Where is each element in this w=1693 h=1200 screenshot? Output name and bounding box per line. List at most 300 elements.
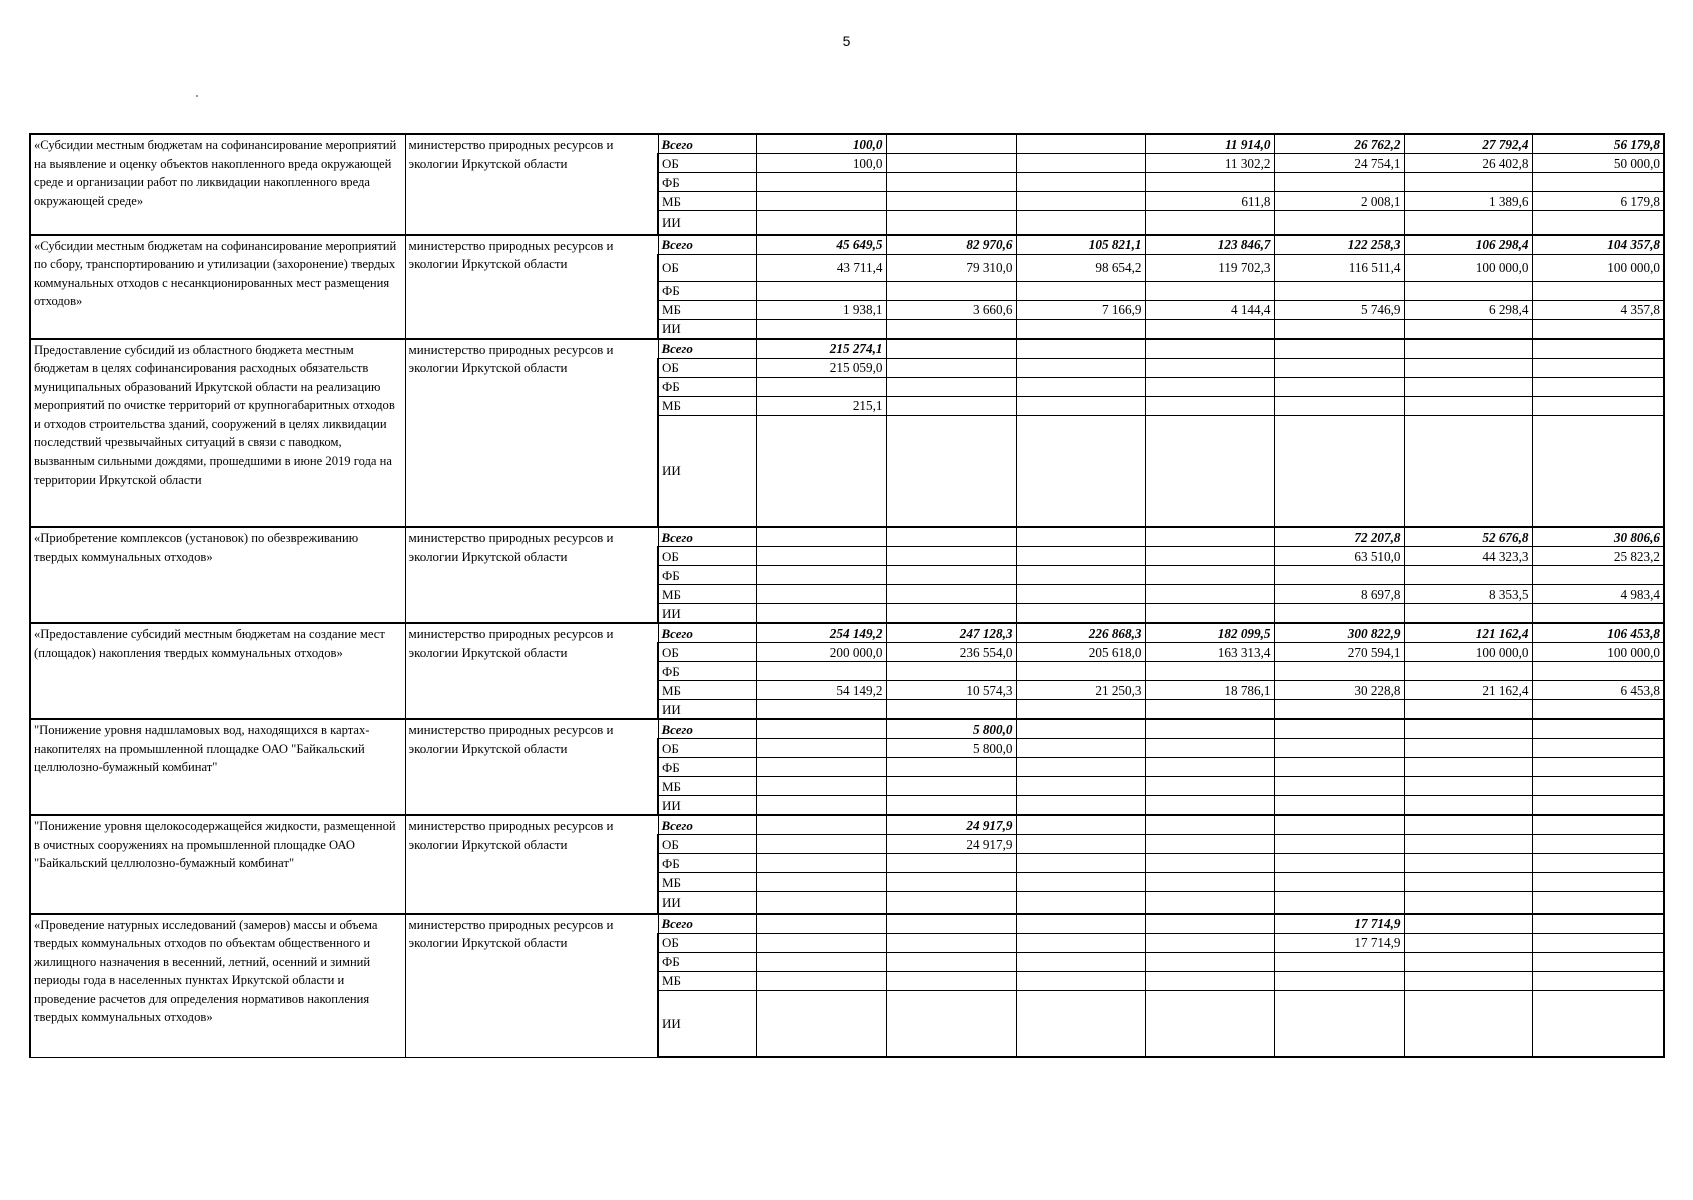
amount-cell: [756, 971, 886, 990]
amount-cell: [1145, 892, 1274, 914]
responsible-organization: министерство природных ресурсов и экологии Иркутской области: [405, 623, 658, 719]
amount-cell: [756, 319, 886, 339]
amount-cell: 24 917,9: [886, 815, 1016, 835]
amount-cell: 4 144,4: [1145, 300, 1274, 319]
amount-cell: 7 166,9: [1016, 300, 1145, 319]
measure-description: «Проведение натурных исследований (замеров) массы и объема твердых коммунальных отходов по объектам общественного и жилищного назначения в весенний, летний, осенний и зимний периоды года в населенных пунктах Иркутской области и проведение расчетов для определения нормативов накопления твердых коммунальных отходов»: [30, 914, 405, 1058]
amount-cell: [1016, 585, 1145, 604]
amount-cell: [1404, 796, 1532, 816]
scan-speck: [196, 95, 198, 97]
amount-cell: [1404, 281, 1532, 300]
amount-cell: 5 800,0: [886, 739, 1016, 758]
amount-cell: [1016, 134, 1145, 154]
amount-cell: [886, 566, 1016, 585]
amount-cell: [1016, 892, 1145, 914]
amount-cell: 17 714,9: [1274, 914, 1404, 934]
amount-cell: [756, 173, 886, 192]
amount-cell: [1145, 835, 1274, 854]
amount-cell: [1274, 211, 1404, 235]
amount-cell: [1145, 952, 1274, 971]
amount-cell: [1274, 892, 1404, 914]
amount-cell: [756, 719, 886, 739]
amount-cell: [886, 933, 1016, 952]
amount-cell: [1274, 415, 1404, 527]
funding-source-label: ИИ: [658, 700, 756, 720]
funding-source-label: ИИ: [658, 319, 756, 339]
funding-source-label: ИИ: [658, 211, 756, 235]
amount-cell: [1404, 662, 1532, 681]
amount-cell: [1532, 719, 1664, 739]
amount-cell: 100,0: [756, 134, 886, 154]
amount-cell: [886, 777, 1016, 796]
amount-cell: [1016, 719, 1145, 739]
amount-cell: 44 323,3: [1404, 547, 1532, 566]
amount-cell: 254 149,2: [756, 623, 886, 643]
amount-cell: [756, 873, 886, 892]
amount-cell: [1404, 173, 1532, 192]
amount-cell: 25 823,2: [1532, 547, 1664, 566]
amount-cell: [886, 796, 1016, 816]
amount-cell: 6 179,8: [1532, 192, 1664, 211]
amount-cell: 5 800,0: [886, 719, 1016, 739]
amount-cell: [1404, 952, 1532, 971]
funding-source-label: ОБ: [658, 835, 756, 854]
amount-cell: [1274, 815, 1404, 835]
table-row-total: [30, 134, 1664, 154]
amount-cell: [1145, 527, 1274, 547]
amount-cell: [1016, 211, 1145, 235]
amount-cell: 45 649,5: [756, 235, 886, 255]
amount-cell: 72 207,8: [1274, 527, 1404, 547]
amount-cell: 4 983,4: [1532, 585, 1664, 604]
amount-cell: 6 453,8: [1532, 681, 1664, 700]
amount-cell: 116 511,4: [1274, 254, 1404, 281]
amount-cell: [1274, 358, 1404, 377]
amount-cell: [1274, 339, 1404, 359]
amount-cell: [1145, 566, 1274, 585]
table-row-total: [30, 815, 1664, 835]
amount-cell: 106 298,4: [1404, 235, 1532, 255]
amount-cell: [1532, 758, 1664, 777]
amount-cell: [1404, 873, 1532, 892]
amount-cell: [1016, 796, 1145, 816]
amount-cell: [1016, 662, 1145, 681]
amount-cell: [756, 192, 886, 211]
amount-cell: [1145, 173, 1274, 192]
amount-cell: [1532, 854, 1664, 873]
measure-description: «Приобретение комплексов (установок) по обезвреживанию твердых коммунальных отходов»: [30, 527, 405, 623]
amount-cell: [886, 396, 1016, 415]
amount-cell: [886, 211, 1016, 235]
amount-cell: [1404, 815, 1532, 835]
amount-cell: [1532, 990, 1664, 1057]
amount-cell: 1 389,6: [1404, 192, 1532, 211]
amount-cell: [1404, 971, 1532, 990]
amount-cell: [1274, 777, 1404, 796]
amount-cell: [1016, 952, 1145, 971]
amount-cell: [756, 547, 886, 566]
amount-cell: 100,0: [756, 154, 886, 173]
amount-cell: [756, 914, 886, 934]
amount-cell: [756, 835, 886, 854]
amount-cell: [1404, 719, 1532, 739]
funding-source-label: ОБ: [658, 547, 756, 566]
amount-cell: [1404, 892, 1532, 914]
amount-cell: [756, 854, 886, 873]
amount-cell: 6 298,4: [1404, 300, 1532, 319]
funding-source-label: МБ: [658, 396, 756, 415]
amount-cell: [1145, 796, 1274, 816]
amount-cell: [1532, 396, 1664, 415]
amount-cell: [1532, 971, 1664, 990]
amount-cell: 18 786,1: [1145, 681, 1274, 700]
amount-cell: [1016, 700, 1145, 720]
amount-cell: 100 000,0: [1532, 643, 1664, 662]
amount-cell: [886, 281, 1016, 300]
amount-cell: [756, 739, 886, 758]
amount-cell: [1145, 719, 1274, 739]
funding-source-label: ФБ: [658, 566, 756, 585]
amount-cell: [1532, 796, 1664, 816]
amount-cell: [1016, 566, 1145, 585]
amount-cell: [1404, 933, 1532, 952]
funding-source-label: ОБ: [658, 643, 756, 662]
responsible-organization: министерство природных ресурсов и экологии Иркутской области: [405, 914, 658, 1058]
amount-cell: 100 000,0: [1404, 643, 1532, 662]
amount-cell: 300 822,9: [1274, 623, 1404, 643]
table-row-total: [30, 527, 1664, 547]
amount-cell: [1532, 604, 1664, 624]
responsible-organization: министерство природных ресурсов и экологии Иркутской области: [405, 719, 658, 815]
amount-cell: 24 754,1: [1274, 154, 1404, 173]
amount-cell: [1404, 700, 1532, 720]
measure-description: «Предоставление субсидий местным бюджетам на создание мест (площадок) накопления твердых коммунальных отходов»: [30, 623, 405, 719]
amount-cell: [1145, 358, 1274, 377]
amount-cell: 215 274,1: [756, 339, 886, 359]
amount-cell: [1274, 796, 1404, 816]
amount-cell: [1532, 339, 1664, 359]
amount-cell: [886, 415, 1016, 527]
amount-cell: [1274, 319, 1404, 339]
amount-cell: [1404, 604, 1532, 624]
funding-source-label: Всего: [658, 623, 756, 643]
amount-cell: [1404, 990, 1532, 1057]
amount-cell: [1532, 700, 1664, 720]
amount-cell: [756, 585, 886, 604]
amount-cell: 82 970,6: [886, 235, 1016, 255]
funding-source-label: МБ: [658, 585, 756, 604]
amount-cell: 24 917,9: [886, 835, 1016, 854]
funding-source-label: ИИ: [658, 990, 756, 1057]
funding-source-label: Всего: [658, 339, 756, 359]
amount-cell: [1404, 339, 1532, 359]
amount-cell: [1145, 990, 1274, 1057]
amount-cell: [1016, 396, 1145, 415]
amount-cell: [1145, 777, 1274, 796]
funding-source-label: ФБ: [658, 952, 756, 971]
amount-cell: [1532, 835, 1664, 854]
amount-cell: 2 008,1: [1274, 192, 1404, 211]
amount-cell: [886, 192, 1016, 211]
amount-cell: 79 310,0: [886, 254, 1016, 281]
amount-cell: [1145, 933, 1274, 952]
table-body: [30, 134, 1664, 1057]
amount-cell: [1145, 547, 1274, 566]
amount-cell: 26 402,8: [1404, 154, 1532, 173]
responsible-organization: министерство природных ресурсов и экологии Иркутской области: [405, 235, 658, 339]
amount-cell: [1016, 990, 1145, 1057]
amount-cell: [1532, 933, 1664, 952]
amount-cell: [1274, 758, 1404, 777]
amount-cell: [1145, 662, 1274, 681]
funding-source-label: Всего: [658, 719, 756, 739]
responsible-organization: министерство природных ресурсов и экологии Иркутской области: [405, 339, 658, 528]
amount-cell: [1532, 662, 1664, 681]
amount-cell: [886, 990, 1016, 1057]
amount-cell: [1016, 358, 1145, 377]
amount-cell: [1016, 604, 1145, 624]
amount-cell: [1016, 873, 1145, 892]
amount-cell: [886, 914, 1016, 934]
amount-cell: [1145, 585, 1274, 604]
amount-cell: [756, 796, 886, 816]
funding-source-label: ФБ: [658, 758, 756, 777]
amount-cell: [1274, 173, 1404, 192]
amount-cell: 121 162,4: [1404, 623, 1532, 643]
amount-cell: [1016, 527, 1145, 547]
measure-description: "Понижение уровня щелокосодержащейся жидкости, размещенной в очистных сооружениях на промышленной площадке ОАО "Байкальский целлюлозно-бумажный комбинат": [30, 815, 405, 914]
amount-cell: [1145, 604, 1274, 624]
amount-cell: 3 660,6: [886, 300, 1016, 319]
amount-cell: [1404, 758, 1532, 777]
funding-source-label: МБ: [658, 971, 756, 990]
amount-cell: [1274, 377, 1404, 396]
funding-source-label: ФБ: [658, 854, 756, 873]
amount-cell: [1274, 604, 1404, 624]
funding-source-label: Всего: [658, 235, 756, 255]
amount-cell: 119 702,3: [1145, 254, 1274, 281]
amount-cell: [1145, 211, 1274, 235]
amount-cell: [756, 933, 886, 952]
amount-cell: [1404, 914, 1532, 934]
amount-cell: [1016, 192, 1145, 211]
amount-cell: [1274, 835, 1404, 854]
amount-cell: 21 162,4: [1404, 681, 1532, 700]
amount-cell: 50 000,0: [1532, 154, 1664, 173]
amount-cell: [1404, 739, 1532, 758]
funding-source-label: ИИ: [658, 415, 756, 527]
amount-cell: 215 059,0: [756, 358, 886, 377]
amount-cell: [1274, 873, 1404, 892]
amount-cell: [1145, 700, 1274, 720]
amount-cell: [1016, 933, 1145, 952]
amount-cell: 100 000,0: [1404, 254, 1532, 281]
amount-cell: [1404, 854, 1532, 873]
amount-cell: [1145, 914, 1274, 934]
amount-cell: [756, 415, 886, 527]
amount-cell: [1532, 358, 1664, 377]
amount-cell: 8 353,5: [1404, 585, 1532, 604]
amount-cell: [1016, 319, 1145, 339]
amount-cell: [1145, 396, 1274, 415]
amount-cell: [1274, 854, 1404, 873]
amount-cell: [1274, 662, 1404, 681]
amount-cell: [756, 700, 886, 720]
funding-source-label: МБ: [658, 300, 756, 319]
funding-source-label: МБ: [658, 192, 756, 211]
funding-source-label: ФБ: [658, 173, 756, 192]
amount-cell: 30 806,6: [1532, 527, 1664, 547]
funding-source-label: ФБ: [658, 662, 756, 681]
funding-source-label: МБ: [658, 873, 756, 892]
amount-cell: [756, 892, 886, 914]
amount-cell: [1274, 566, 1404, 585]
amount-cell: [1274, 739, 1404, 758]
amount-cell: [1016, 854, 1145, 873]
amount-cell: [1145, 815, 1274, 835]
amount-cell: [1274, 971, 1404, 990]
amount-cell: 236 554,0: [886, 643, 1016, 662]
amount-cell: [1532, 211, 1664, 235]
amount-cell: [1016, 339, 1145, 359]
funding-source-label: МБ: [658, 681, 756, 700]
amount-cell: 122 258,3: [1274, 235, 1404, 255]
amount-cell: [756, 566, 886, 585]
amount-cell: [886, 134, 1016, 154]
amount-cell: [886, 758, 1016, 777]
amount-cell: 611,8: [1145, 192, 1274, 211]
amount-cell: [756, 758, 886, 777]
amount-cell: [886, 173, 1016, 192]
amount-cell: [1145, 377, 1274, 396]
amount-cell: [886, 604, 1016, 624]
funding-source-label: МБ: [658, 777, 756, 796]
amount-cell: [1016, 173, 1145, 192]
funding-source-label: ОБ: [658, 358, 756, 377]
amount-cell: [1532, 319, 1664, 339]
amount-cell: 21 250,3: [1016, 681, 1145, 700]
amount-cell: [886, 952, 1016, 971]
amount-cell: 52 676,8: [1404, 527, 1532, 547]
amount-cell: 4 357,8: [1532, 300, 1664, 319]
measure-description: «Субсидии местным бюджетам на софинансирование мероприятий на выявление и оценку объектов накопленного вреда окружающей среде и организации работ по ликвидации накопленного вреда окружающей среде»: [30, 134, 405, 235]
amount-cell: [756, 604, 886, 624]
amount-cell: [756, 662, 886, 681]
amount-cell: [1274, 700, 1404, 720]
amount-cell: [886, 854, 1016, 873]
amount-cell: 247 128,3: [886, 623, 1016, 643]
amount-cell: [1016, 971, 1145, 990]
funding-source-label: ИИ: [658, 796, 756, 816]
amount-cell: 98 654,2: [1016, 254, 1145, 281]
amount-cell: 106 453,8: [1532, 623, 1664, 643]
amount-cell: [886, 358, 1016, 377]
amount-cell: 54 149,2: [756, 681, 886, 700]
funding-source-label: ОБ: [658, 739, 756, 758]
amount-cell: 11 302,2: [1145, 154, 1274, 173]
funding-source-label: ОБ: [658, 254, 756, 281]
amount-cell: [1145, 319, 1274, 339]
amount-cell: [1404, 777, 1532, 796]
amount-cell: [756, 990, 886, 1057]
amount-cell: [756, 281, 886, 300]
amount-cell: [1016, 758, 1145, 777]
amount-cell: [886, 585, 1016, 604]
amount-cell: [1274, 396, 1404, 415]
amount-cell: [1016, 739, 1145, 758]
measure-description: Предоставление субсидий из областного бюджета местным бюджетам в целях софинансирования расходных обязательств муниципальных образований Иркутской области на реализацию мероприятий по очистке территорий от крупногабаритных отходов и отходов строительства зданий, сооружений в целях ликвидации последствий чрезвычайных ситуаций в связи с паводком, вызванным сильными дождями, прошедшими в июне 2019 года на территории Иркутской области: [30, 339, 405, 528]
amount-cell: [756, 377, 886, 396]
amount-cell: [1274, 281, 1404, 300]
funding-source-label: ОБ: [658, 154, 756, 173]
amount-cell: [1274, 952, 1404, 971]
amount-cell: [756, 815, 886, 835]
responsible-organization: министерство природных ресурсов и экологии Иркутской области: [405, 527, 658, 623]
funding-source-label: Всего: [658, 134, 756, 154]
amount-cell: [886, 527, 1016, 547]
amount-cell: [886, 700, 1016, 720]
amount-cell: [1016, 377, 1145, 396]
amount-cell: [1145, 873, 1274, 892]
amount-cell: 8 697,8: [1274, 585, 1404, 604]
amount-cell: [886, 971, 1016, 990]
amount-cell: 11 914,0: [1145, 134, 1274, 154]
amount-cell: 27 792,4: [1404, 134, 1532, 154]
amount-cell: 26 762,2: [1274, 134, 1404, 154]
amount-cell: [756, 952, 886, 971]
funding-source-label: Всего: [658, 527, 756, 547]
amount-cell: [1145, 339, 1274, 359]
amount-cell: [1016, 154, 1145, 173]
amount-cell: [1404, 415, 1532, 527]
responsible-organization: министерство природных ресурсов и экологии Иркутской области: [405, 134, 658, 235]
amount-cell: [886, 339, 1016, 359]
table-row-total: [30, 339, 1664, 359]
amount-cell: [756, 211, 886, 235]
amount-cell: [1532, 873, 1664, 892]
amount-cell: 163 313,4: [1145, 643, 1274, 662]
amount-cell: 270 594,1: [1274, 643, 1404, 662]
amount-cell: [1145, 971, 1274, 990]
funding-source-label: ФБ: [658, 281, 756, 300]
budget-table: [29, 133, 1665, 1058]
amount-cell: [1532, 815, 1664, 835]
amount-cell: [1532, 415, 1664, 527]
amount-cell: 56 179,8: [1532, 134, 1664, 154]
amount-cell: [1016, 914, 1145, 934]
amount-cell: 10 574,3: [886, 681, 1016, 700]
amount-cell: [1532, 777, 1664, 796]
amount-cell: 226 868,3: [1016, 623, 1145, 643]
amount-cell: [886, 319, 1016, 339]
amount-cell: [1532, 892, 1664, 914]
amount-cell: 205 618,0: [1016, 643, 1145, 662]
funding-source-label: ИИ: [658, 892, 756, 914]
amount-cell: [1145, 415, 1274, 527]
amount-cell: [1532, 377, 1664, 396]
amount-cell: [1016, 835, 1145, 854]
amount-cell: [1145, 854, 1274, 873]
funding-source-label: ФБ: [658, 377, 756, 396]
amount-cell: 200 000,0: [756, 643, 886, 662]
page-number: 5: [842, 33, 851, 49]
funding-source-label: ИИ: [658, 604, 756, 624]
amount-cell: [1274, 990, 1404, 1057]
amount-cell: [886, 547, 1016, 566]
funding-source-label: ОБ: [658, 933, 756, 952]
amount-cell: [886, 873, 1016, 892]
amount-cell: [1145, 739, 1274, 758]
